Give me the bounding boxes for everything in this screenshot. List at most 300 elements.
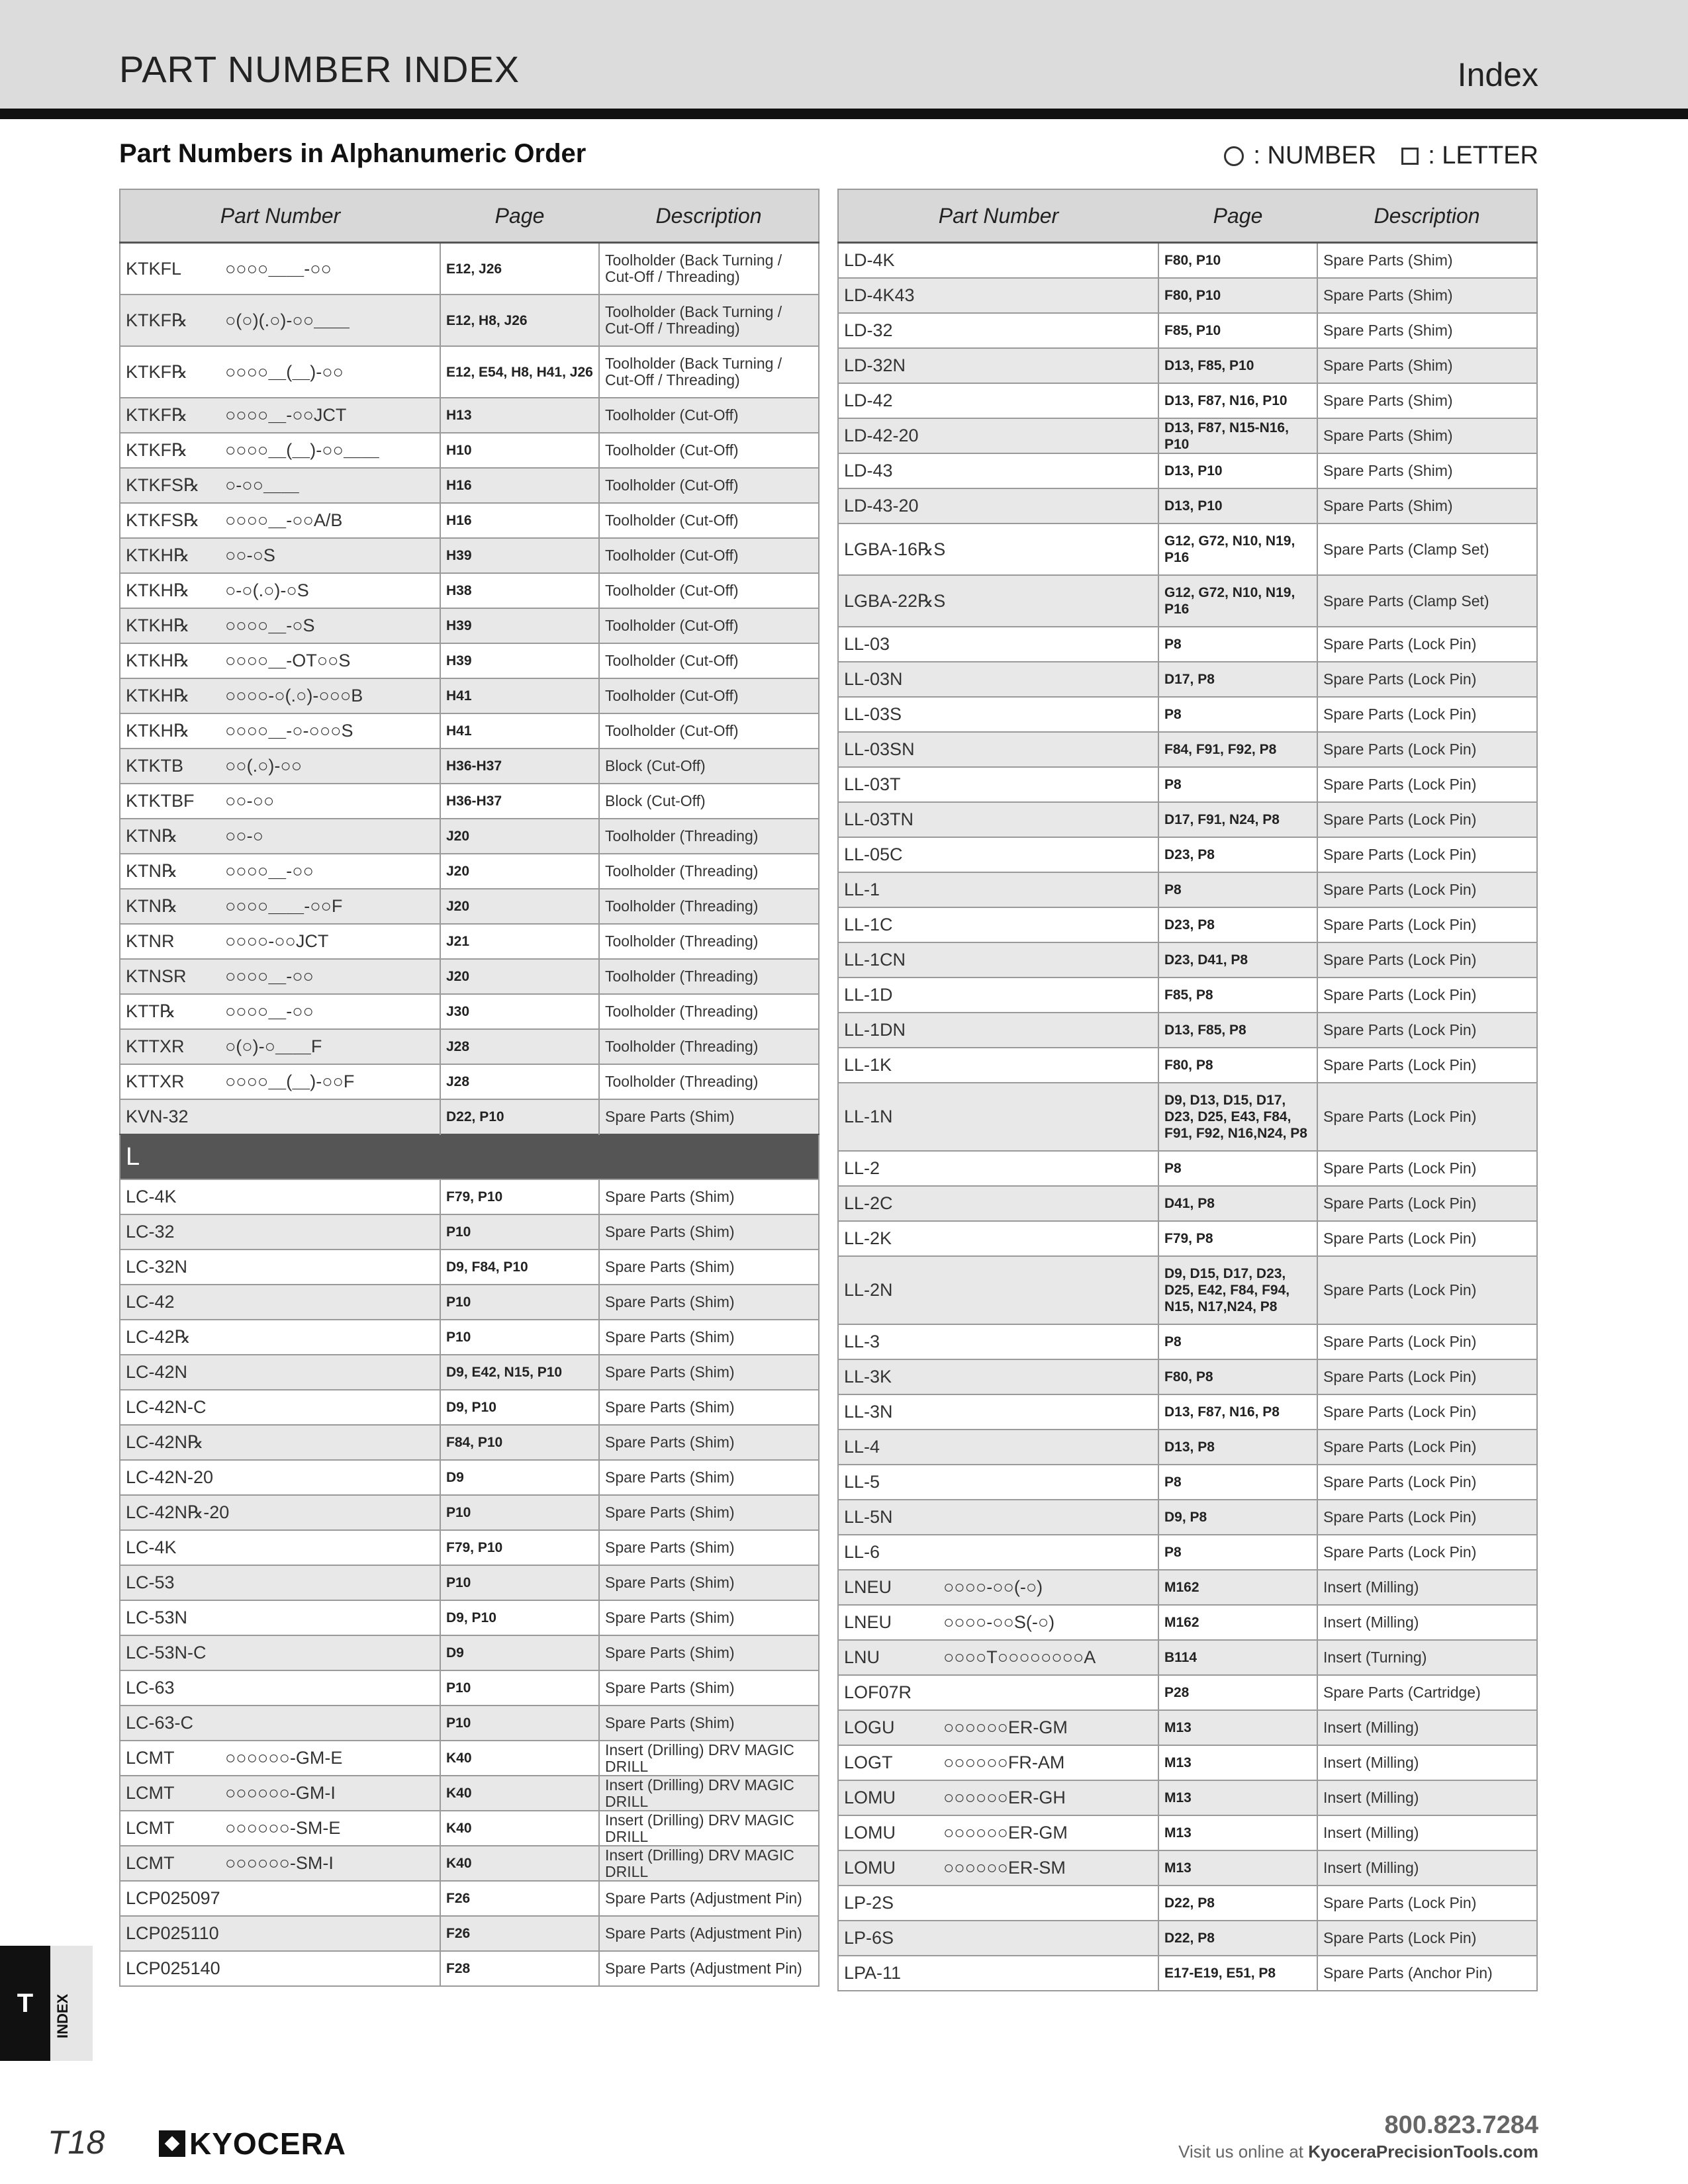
table-row	[120, 1530, 819, 1565]
description-cell: Spare Parts (Lock Pin)	[1317, 907, 1537, 942]
part-pattern: ○○○○○○FR-AM	[943, 1752, 1065, 1772]
description-cell: Spare Parts (Shim)	[1317, 488, 1537, 523]
part-pattern: ○-○(.○)-○S	[225, 580, 309, 600]
table-row	[120, 1916, 819, 1951]
table-row	[120, 643, 819, 678]
table-row	[838, 383, 1537, 418]
part-number-cell	[120, 1179, 440, 1214]
part-code: LGBA-22℞S	[844, 590, 946, 611]
part-number-cell	[120, 1881, 440, 1916]
part-code: LL-2	[844, 1158, 880, 1178]
page-ref-cell: E17-E19, E51, P8	[1158, 1956, 1317, 1991]
description-cell: Toolholder (Back Turning / Cut-Off / Threading)	[599, 346, 819, 398]
description-cell: Spare Parts (Adjustment Pin)	[599, 1916, 819, 1951]
part-pattern: ○○-○	[225, 826, 263, 846]
page-ref-cell: E12, H8, J26	[440, 295, 599, 346]
table-row	[838, 697, 1537, 732]
page-number: T18	[48, 2124, 105, 2161]
table-row	[120, 1495, 819, 1530]
description-cell: Spare Parts (Clamp Set)	[1317, 575, 1537, 627]
description-cell: Spare Parts (Lock Pin)	[1317, 627, 1537, 662]
table-row	[120, 346, 819, 398]
page-ref-cell: J28	[440, 1029, 599, 1064]
column-header-page: Page	[1158, 189, 1317, 243]
part-number-cell	[120, 1214, 440, 1250]
page-ref-cell: P8	[1158, 1535, 1317, 1570]
part-number-cell	[120, 1029, 440, 1064]
part-number-cell	[120, 468, 440, 503]
table-row	[120, 1179, 819, 1214]
table-row	[120, 468, 819, 503]
description-cell: Spare Parts (Adjustment Pin)	[599, 1881, 819, 1916]
part-code: LC-4K	[126, 1537, 177, 1557]
part-code: LCMT	[126, 1853, 175, 1873]
part-number-cell	[838, 1500, 1158, 1535]
part-number-cell	[120, 1951, 440, 1986]
page-ref-cell: P8	[1158, 1465, 1317, 1500]
part-number-cell	[120, 854, 440, 889]
part-code: LL-1N	[844, 1107, 893, 1126]
part-code: KTKFS℞	[126, 475, 200, 495]
page-ref-cell: M13	[1158, 1780, 1317, 1815]
table-row	[120, 1390, 819, 1425]
page-ref-cell: D13, F87, N15-N16, P10	[1158, 418, 1317, 453]
page-ref-cell: K40	[440, 1741, 599, 1776]
part-code: LOMU	[844, 1858, 896, 1878]
description-cell: Spare Parts (Lock Pin)	[1317, 767, 1537, 802]
description-cell: Spare Parts (Lock Pin)	[1317, 1151, 1537, 1186]
description-cell: Spare Parts (Shim)	[599, 1250, 819, 1285]
part-pattern: ○○○○＿＿-○○	[225, 258, 332, 279]
page-ref-cell: F84, F91, F92, P8	[1158, 732, 1317, 767]
column-header-part-number: Part Number	[120, 189, 440, 243]
page-ref-cell: F85, P10	[1158, 313, 1317, 348]
description-cell: Insert (Drilling) DRV MAGIC DRILL	[599, 1846, 819, 1881]
part-code: LC-42N-C	[126, 1397, 207, 1417]
part-code: LD-4K	[844, 250, 895, 270]
index-table-right	[837, 189, 1538, 1991]
description-cell: Insert (Milling)	[1317, 1710, 1537, 1745]
description-cell: Spare Parts (Shim)	[1317, 243, 1537, 279]
part-code: LCMT	[126, 1748, 175, 1768]
part-number-cell	[120, 433, 440, 468]
part-number-cell	[120, 1320, 440, 1355]
part-code: LL-03TN	[844, 809, 914, 829]
page-ref-cell: M13	[1158, 1815, 1317, 1850]
description-cell: Toolholder (Cut-Off)	[599, 573, 819, 608]
description-cell: Spare Parts (Shim)	[599, 1706, 819, 1741]
part-number-cell	[120, 1670, 440, 1706]
table-row	[838, 872, 1537, 907]
page-ref-cell: F80, P8	[1158, 1048, 1317, 1083]
part-number-cell	[120, 1741, 440, 1776]
part-code: LL-03	[844, 634, 890, 654]
table-row	[120, 1285, 819, 1320]
part-number-cell	[120, 784, 440, 819]
description-cell: Spare Parts (Lock Pin)	[1317, 1430, 1537, 1465]
part-number-cell	[838, 1083, 1158, 1151]
part-pattern: ○○○○＿-○-○○○S	[225, 721, 353, 741]
part-pattern: ○○○○-○(.○)-○○○B	[225, 686, 363, 705]
table-row	[838, 1745, 1537, 1780]
part-code: LD-42-20	[844, 426, 919, 445]
description-cell: Insert (Drilling) DRV MAGIC DRILL	[599, 1776, 819, 1811]
part-number-cell	[838, 313, 1158, 348]
page-ref-cell: M162	[1158, 1570, 1317, 1605]
description-cell: Toolholder (Threading)	[599, 924, 819, 959]
description-cell: Spare Parts (Shim)	[599, 1390, 819, 1425]
table-row	[838, 1500, 1537, 1535]
part-number-cell	[838, 942, 1158, 978]
table-row	[120, 608, 819, 643]
description-cell: Spare Parts (Shim)	[599, 1460, 819, 1495]
part-number-cell	[838, 1013, 1158, 1048]
description-cell: Spare Parts (Shim)	[599, 1285, 819, 1320]
page-ref-cell: P28	[1158, 1675, 1317, 1710]
table-row	[120, 433, 819, 468]
table-row	[838, 1186, 1537, 1221]
part-pattern: ○○○○＿-○○JCT	[225, 405, 347, 425]
part-number-cell	[838, 662, 1158, 697]
part-number-cell	[838, 1640, 1158, 1675]
description-cell: Spare Parts (Lock Pin)	[1317, 1324, 1537, 1359]
part-number-cell	[120, 608, 440, 643]
page-ref-cell: D13, F85, P8	[1158, 1013, 1317, 1048]
part-number-cell	[120, 1565, 440, 1600]
page-ref-cell: M13	[1158, 1745, 1317, 1780]
part-number-cell	[838, 278, 1158, 313]
part-code: LD-43	[844, 461, 893, 480]
page-ref-cell: D13, P10	[1158, 453, 1317, 488]
part-number-cell	[120, 1495, 440, 1530]
description-cell: Spare Parts (Shim)	[599, 1099, 819, 1134]
part-code: LL-2K	[844, 1228, 892, 1248]
description-cell: Spare Parts (Lock Pin)	[1317, 872, 1537, 907]
description-cell: Insert (Turning)	[1317, 1640, 1537, 1675]
part-number-cell	[120, 994, 440, 1029]
part-number-cell	[838, 523, 1158, 575]
part-pattern: ○○○○○○-SM-E	[225, 1818, 341, 1838]
part-number-cell	[120, 243, 440, 295]
table-row	[120, 398, 819, 433]
part-pattern: ○○○○○○ER-SM	[943, 1858, 1066, 1878]
part-pattern: ○○-○○	[225, 791, 275, 811]
table-row	[120, 1250, 819, 1285]
table-row	[838, 1675, 1537, 1710]
part-code: KVN-32	[126, 1107, 189, 1126]
part-pattern: ○○○○○○-GM-E	[225, 1748, 343, 1768]
description-cell: Spare Parts (Shim)	[1317, 453, 1537, 488]
part-number-cell	[120, 643, 440, 678]
description-cell: Block (Cut-Off)	[599, 784, 819, 819]
part-number-cell	[838, 1430, 1158, 1465]
part-number-cell	[838, 1221, 1158, 1256]
description-cell: Spare Parts (Lock Pin)	[1317, 802, 1537, 837]
part-number-cell	[120, 889, 440, 924]
page-ref-cell: G12, G72, N10, N19, P16	[1158, 575, 1317, 627]
part-code: LC-32N	[126, 1257, 188, 1277]
section-header-row	[120, 1134, 819, 1179]
description-cell: Toolholder (Cut-Off)	[599, 608, 819, 643]
part-number-cell	[838, 1815, 1158, 1850]
description-cell: Toolholder (Back Turning / Cut-Off / Threading)	[599, 243, 819, 295]
part-code: KTKTBF	[126, 791, 195, 811]
part-code: LC-32	[126, 1222, 175, 1242]
description-cell: Spare Parts (Lock Pin)	[1317, 1465, 1537, 1500]
page-ref-cell: H41	[440, 678, 599, 713]
part-number-cell	[120, 346, 440, 398]
part-pattern: ○-○○＿＿	[225, 475, 299, 495]
description-cell: Spare Parts (Shim)	[1317, 278, 1537, 313]
website-link[interactable]: KyoceraPrecisionTools.com	[1308, 2142, 1538, 2161]
table-row	[838, 453, 1537, 488]
page-ref-cell: P8	[1158, 767, 1317, 802]
page-ref-cell: D13, P10	[1158, 488, 1317, 523]
table-row	[838, 1083, 1537, 1151]
part-pattern: ○(○)-○＿＿F	[225, 1036, 322, 1056]
index-table-right-body	[838, 243, 1537, 1991]
description-cell: Spare Parts (Lock Pin)	[1317, 732, 1537, 767]
page-ref-cell: P10	[440, 1214, 599, 1250]
part-number-cell	[838, 1605, 1158, 1640]
table-row	[120, 1881, 819, 1916]
table-header-row	[120, 189, 819, 243]
description-cell: Toolholder (Cut-Off)	[599, 433, 819, 468]
page-ref-cell: K40	[440, 1776, 599, 1811]
page-ref-cell: D13, F87, N16, P8	[1158, 1394, 1317, 1430]
part-code: LCP025110	[126, 1923, 219, 1943]
description-cell: Toolholder (Cut-Off)	[599, 713, 819, 749]
column-header-page: Page	[440, 189, 599, 243]
part-number-cell	[838, 1048, 1158, 1083]
table-row	[838, 1570, 1537, 1605]
part-code: KTKTB	[126, 756, 184, 776]
part-code: KTT℞	[126, 1001, 176, 1021]
description-cell: Spare Parts (Lock Pin)	[1317, 837, 1537, 872]
part-code: KTNSR	[126, 966, 187, 986]
part-code: LOMU	[844, 1788, 896, 1807]
page-ref-cell: D9	[440, 1635, 599, 1670]
part-pattern: ○○○○＿-OT○○S	[225, 651, 351, 670]
part-pattern: ○○○○＿-○S	[225, 615, 315, 635]
table-row	[120, 538, 819, 573]
part-code: KTKH℞	[126, 615, 190, 635]
part-code: LD-42	[844, 390, 893, 410]
page-ref-cell: D9, P10	[440, 1390, 599, 1425]
part-number-cell	[120, 819, 440, 854]
table-row	[838, 1780, 1537, 1815]
table-row	[838, 1465, 1537, 1500]
part-number-cell	[838, 1570, 1158, 1605]
part-code: LOGT	[844, 1752, 893, 1772]
table-row	[120, 1670, 819, 1706]
table-row	[838, 1535, 1537, 1570]
page-ref-cell: D23, P8	[1158, 837, 1317, 872]
part-code: KTKFS℞	[126, 510, 200, 530]
description-cell: Toolholder (Cut-Off)	[599, 538, 819, 573]
description-cell: Spare Parts (Lock Pin)	[1317, 1221, 1537, 1256]
part-code: LL-1DN	[844, 1020, 906, 1040]
part-number-cell	[120, 1706, 440, 1741]
page-ref-cell: D22, P10	[440, 1099, 599, 1134]
description-cell: Spare Parts (Shim)	[599, 1425, 819, 1460]
description-cell: Toolholder (Threading)	[599, 1064, 819, 1099]
table-row	[120, 1355, 819, 1390]
part-number-cell	[120, 678, 440, 713]
part-code: LL-5	[844, 1472, 880, 1492]
table-row	[120, 959, 819, 994]
part-number-cell	[838, 418, 1158, 453]
page-ref-cell: J20	[440, 854, 599, 889]
table-row	[838, 278, 1537, 313]
table-row	[120, 1099, 819, 1134]
column-header-description: Description	[1317, 189, 1537, 243]
side-tab-letter: T	[0, 1946, 50, 2061]
table-row	[120, 1214, 819, 1250]
part-number-cell	[838, 907, 1158, 942]
table-row	[120, 1029, 819, 1064]
table-row	[838, 907, 1537, 942]
part-pattern: ○○○○＿-○○A/B	[225, 510, 343, 530]
part-code: KTKH℞	[126, 686, 190, 705]
part-code: KTKF℞	[126, 310, 188, 330]
table-row	[838, 1048, 1537, 1083]
part-code: LD-43-20	[844, 496, 919, 516]
part-pattern: ○(○)(.○)-○○＿＿	[225, 310, 350, 330]
part-code: LL-6	[844, 1542, 880, 1562]
part-code: KTKH℞	[126, 545, 190, 565]
table-row	[838, 767, 1537, 802]
part-number-cell	[838, 697, 1158, 732]
part-number-cell	[120, 1811, 440, 1846]
page-ref-cell: H38	[440, 573, 599, 608]
description-cell: Insert (Milling)	[1317, 1815, 1537, 1850]
part-number-cell	[838, 1256, 1158, 1324]
description-cell: Insert (Milling)	[1317, 1850, 1537, 1886]
index-table-left	[119, 189, 820, 1987]
table-row	[120, 1565, 819, 1600]
table-row	[838, 802, 1537, 837]
page-ref-cell: P8	[1158, 1324, 1317, 1359]
part-code: KTKH℞	[126, 580, 190, 600]
part-number-cell	[120, 573, 440, 608]
part-number-cell	[120, 295, 440, 346]
part-code: LL-1D	[844, 985, 893, 1005]
page-ref-cell: H36-H37	[440, 784, 599, 819]
part-pattern: ○○○○-○○JCT	[225, 931, 329, 951]
page-ref-cell: M13	[1158, 1850, 1317, 1886]
page-ref-cell: D9, E42, N15, P10	[440, 1355, 599, 1390]
part-code: LL-3N	[844, 1402, 893, 1422]
page-ref-cell: P10	[440, 1565, 599, 1600]
table-row	[838, 488, 1537, 523]
part-code: LP-2S	[844, 1893, 894, 1913]
part-code: KTKF℞	[126, 440, 188, 460]
part-number-cell	[838, 1535, 1158, 1570]
part-code: KTN℞	[126, 826, 178, 846]
part-code: LL-05C	[844, 844, 903, 864]
part-pattern: ○○○○○○-SM-I	[225, 1853, 334, 1873]
table-row	[838, 732, 1537, 767]
part-code: LCP025140	[126, 1958, 220, 1978]
table-row	[838, 575, 1537, 627]
description-cell: Toolholder (Cut-Off)	[599, 468, 819, 503]
visit-prefix: Visit us online at	[1178, 2142, 1309, 2161]
table-row	[120, 573, 819, 608]
table-row	[838, 942, 1537, 978]
description-cell: Spare Parts (Shim)	[599, 1355, 819, 1390]
part-pattern: ○○○○○○ER-GM	[943, 1717, 1068, 1737]
page-ref-cell: J20	[440, 819, 599, 854]
page-ref-cell: D13, F87, N16, P10	[1158, 383, 1317, 418]
table-row	[120, 1776, 819, 1811]
table-row	[838, 1921, 1537, 1956]
part-number-cell	[838, 1324, 1158, 1359]
part-code: LC-63	[126, 1678, 175, 1698]
part-pattern: ○○(.○)-○○	[225, 756, 303, 776]
part-number-cell	[120, 1776, 440, 1811]
page-ref-cell: K40	[440, 1811, 599, 1846]
page-ref-cell: F28	[440, 1951, 599, 1986]
part-code: LD-32N	[844, 355, 906, 375]
part-code: KTKF℞	[126, 361, 188, 382]
part-code: LNU	[844, 1647, 880, 1667]
part-number-cell	[120, 1250, 440, 1285]
table-row	[838, 1221, 1537, 1256]
table-row	[120, 1425, 819, 1460]
table-row	[838, 313, 1537, 348]
page-title: PART NUMBER INDEX	[119, 48, 520, 90]
visit-line	[1178, 2142, 1538, 2162]
part-code: LD-32	[844, 320, 893, 340]
page-ref-cell: F80, P8	[1158, 1359, 1317, 1394]
part-number-cell	[120, 1846, 440, 1881]
part-number-cell	[120, 1425, 440, 1460]
part-pattern: ○○○○＿(＿)-○○	[225, 361, 344, 382]
page-ref-cell: J30	[440, 994, 599, 1029]
part-number-cell	[838, 1675, 1158, 1710]
table-row	[838, 418, 1537, 453]
part-number-cell	[838, 1151, 1158, 1186]
table-row	[838, 1640, 1537, 1675]
part-number-cell	[838, 1465, 1158, 1500]
table-row	[120, 1460, 819, 1495]
part-code: LD-4K43	[844, 285, 915, 305]
part-pattern: ○○○○＿(＿)-○○＿＿	[225, 440, 379, 460]
description-cell: Toolholder (Threading)	[599, 994, 819, 1029]
page-ref-cell: K40	[440, 1846, 599, 1881]
page-ref-cell: P8	[1158, 1151, 1317, 1186]
part-number-cell	[120, 1916, 440, 1951]
part-code: KTKH℞	[126, 651, 190, 670]
page-ref-cell: P8	[1158, 627, 1317, 662]
part-code: KTNR	[126, 931, 175, 951]
part-code: LC-42	[126, 1292, 175, 1312]
page-ref-cell: P8	[1158, 872, 1317, 907]
header-rule	[0, 109, 1688, 119]
part-code: LC-42N℞	[126, 1432, 204, 1452]
description-cell: Spare Parts (Shim)	[599, 1179, 819, 1214]
part-code: LOGU	[844, 1717, 895, 1737]
description-cell: Insert (Drilling) DRV MAGIC DRILL	[599, 1811, 819, 1846]
page-ref-cell: H39	[440, 643, 599, 678]
part-code: LC-42N-20	[126, 1467, 214, 1487]
part-code: LPA-11	[844, 1963, 902, 1983]
page-ref-cell: H16	[440, 503, 599, 538]
page-ref-cell: J20	[440, 959, 599, 994]
part-number-cell	[838, 348, 1158, 383]
table-row	[120, 749, 819, 784]
